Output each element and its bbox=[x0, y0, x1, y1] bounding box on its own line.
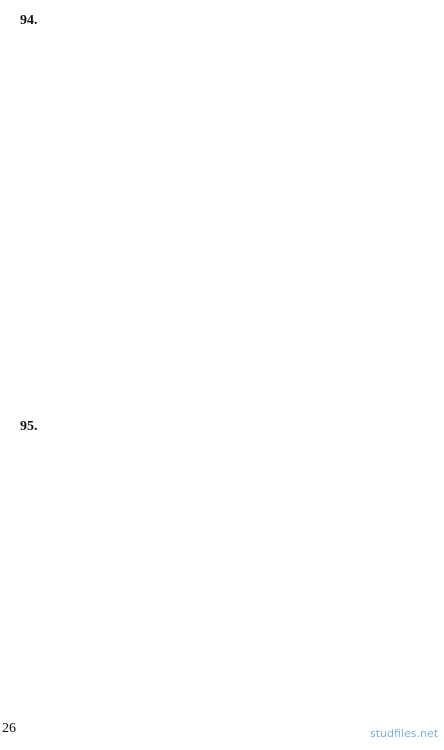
problem-94-number: 94. bbox=[20, 13, 38, 28]
page-number: 26 bbox=[2, 721, 16, 736]
problem-95-number: 95. bbox=[20, 419, 38, 434]
watermark: studfiles.net bbox=[370, 727, 439, 740]
